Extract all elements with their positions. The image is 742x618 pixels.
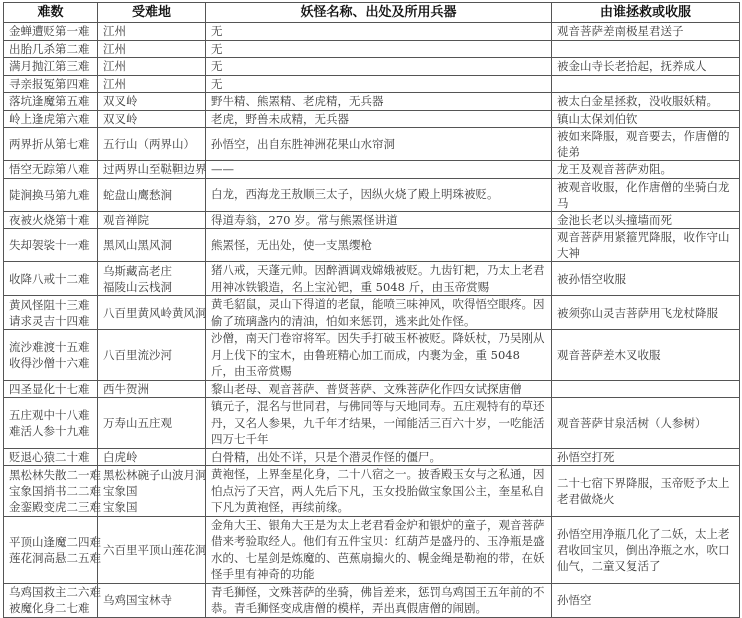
rescuer-cell	[552, 40, 740, 58]
place-name: 双叉岭	[103, 111, 138, 126]
header-place: 受难地	[98, 3, 206, 23]
place-cell	[98, 262, 206, 296]
difficulty-cell	[4, 93, 98, 111]
monster-cell: 黄袍怪，上界奎星化身，二十八宿之一。披香殿玉女与之私通，因怕点污了天宫，两人先后下凡，玉女投胎做宝象国公主，奎星私自下凡为黄袍怪，再续前缘。	[206, 466, 552, 517]
table-row	[4, 380, 740, 398]
monster-cell: 熊罴怪，无出处，使一支黑缨枪	[206, 229, 552, 262]
monster-cell: 金角大王、银角大王是为太上老君看金炉和银炉的童子，观音菩萨借来考验取经人。他们有五件宝贝：红葫芦是盛丹的、玉净瓶是盛水的、七星剑是炼魔的、芭蕉扇搧火的、幌金绳是勒袍的带，在妖怪手里有神奇的功能	[206, 516, 552, 583]
place-name: 双叉岭	[103, 94, 138, 109]
place-name: 白虎岭	[103, 449, 138, 464]
monster-cell: 无	[206, 58, 552, 76]
difficulty-name: 金蝉遭贬第一难	[9, 24, 90, 39]
place-name: 黑松林碗子山波月洞	[103, 467, 207, 482]
difficulty-cell	[4, 262, 98, 296]
table-row	[4, 466, 740, 517]
difficulty-name: 夜被火烧第十难	[9, 212, 90, 227]
difficulty-cell	[4, 23, 98, 41]
rescuer-cell: 孙悟空用净瓶几化了二妖，太上老君收回宝贝，倒出净瓶之水，吹口仙气，二童又复活了	[552, 516, 740, 583]
place-name: 宝象国	[103, 499, 138, 514]
rescuer-cell: 孙悟空打死	[552, 448, 740, 466]
rescuer-cell: 二十七宿下界降服，玉帝贬予太上老君做烧火	[552, 466, 740, 517]
rescuer-cell: 被须弥山灵吉菩萨用飞龙杖降服	[552, 296, 740, 330]
place-cell	[98, 211, 206, 229]
table-row	[4, 229, 740, 262]
difficulty-name: 黑松林失散二一难	[9, 467, 101, 482]
table-row	[4, 40, 740, 58]
difficulty-name: 满月抛江第三难	[9, 59, 90, 74]
difficulty-name: 难活人参十九难	[9, 423, 90, 438]
rescuer-cell: 被如来降服，观音要去，作唐僧的徒弟	[552, 128, 740, 161]
monster-cell: 镇元子，混名与世同君，与佛同等与天地同寿。五庄观特有的草还丹，又名人参果，九千年才结果，一闻能活三百六十岁，一吃能活四万七千年	[206, 398, 552, 449]
rescuer-cell: 被观音收服，化作唐僧的坐骑白龙马	[552, 178, 740, 211]
difficulty-name: 四圣显化十七难	[9, 381, 90, 396]
place-cell	[98, 229, 206, 262]
table-row	[4, 110, 740, 128]
place-name: 六百里平顶山莲花洞	[103, 542, 207, 557]
rescuer-cell: 观音菩萨甘泉活树（人参树）	[552, 398, 740, 449]
place-cell	[98, 128, 206, 161]
monster-cell: 黄毛貂鼠，灵山下得道的老鼠，能喷三味神风，吹得悟空眼疼。因偷了琉璃盏内的清油，怕如来惩罚，逃来此处作怪。	[206, 296, 552, 330]
monster-cell: 白骨精，出处不详，只是个潜灵作怪的僵尸。	[206, 448, 552, 466]
difficulty-name: 两界折从第七难	[9, 137, 90, 151]
difficulty-name: 陡涧换马第九难	[9, 187, 90, 202]
difficulty-cell	[4, 296, 98, 330]
place-name: 八百里流沙河	[103, 347, 172, 362]
place-cell	[98, 448, 206, 466]
difficulty-name: 五庄观中十八难	[9, 407, 90, 422]
difficulty-cell	[4, 128, 98, 161]
difficulty-name: 收降八戒十二难	[9, 271, 90, 286]
table-row	[4, 398, 740, 449]
table-row	[4, 516, 740, 583]
table-row	[4, 178, 740, 211]
header-difficulty: 难数	[4, 3, 98, 23]
rescuer-cell: 观音菩萨差南极星君送子	[552, 23, 740, 41]
monster-cell: 沙僧，南天门卷帘将军。因失手打破玉杯被贬。降妖杖，乃吴刚从月上伐下的宝木，由鲁班精心加工而成，内裹为金，重 5048 斤，由玉帝赏赐	[206, 330, 552, 381]
place-cell	[98, 23, 206, 41]
header-rescuer: 由谁拯救或收服	[552, 3, 740, 23]
place-name: 乌鸡国宝林寺	[103, 593, 172, 607]
difficulty-name: 莲花洞高悬二五难	[9, 550, 101, 565]
difficulty-cell	[4, 75, 98, 93]
rescuer-cell: 观音菩萨用紧箍咒降服，收作守山大神	[552, 229, 740, 262]
place-name: 江州	[103, 76, 126, 91]
difficulty-cell	[4, 330, 98, 381]
monster-cell: 青毛狮怪，文殊菩萨的坐骑，佛旨差来，惩罚乌鸡国王五年前的不恭。青毛狮怪变成唐僧的模样，弄出真假唐僧的闹剧。	[206, 583, 552, 617]
difficulty-cell	[4, 178, 98, 211]
difficulty-name: 失却袈裟十一难	[9, 238, 90, 252]
place-cell	[98, 380, 206, 398]
rescuer-cell: 被孙悟空收服	[552, 262, 740, 296]
difficulty-name: 悟空无踪第八难	[9, 162, 90, 177]
difficulty-name: 金銮殿变虎二三难	[9, 499, 101, 514]
monster-cell: 白龙，西海龙王敖顺三太子，因纵火烧了殿上明珠被贬。	[206, 178, 552, 211]
place-name: 过两界山至鞑靼边界	[103, 162, 207, 177]
place-cell	[98, 398, 206, 449]
difficulty-name: 被魔化身二七难	[9, 601, 90, 615]
difficulty-cell	[4, 583, 101, 617]
table-row	[4, 23, 740, 41]
place-cell	[98, 161, 206, 179]
place-cell	[98, 110, 206, 128]
difficulty-name: 乌鸡国救主二六难	[9, 585, 101, 599]
rescuer-cell	[552, 380, 740, 398]
rescuer-cell: 观音菩萨差木叉收服	[552, 330, 740, 381]
place-name: 江州	[103, 59, 126, 74]
place-cell	[98, 330, 206, 381]
table-row	[4, 161, 740, 179]
difficulty-cell	[4, 211, 98, 229]
place-name: 江州	[103, 41, 126, 56]
place-cell	[98, 296, 206, 330]
rescuer-cell: 金池长老以头撞墙而死	[552, 211, 740, 229]
place-cell	[98, 40, 206, 58]
difficulty-cell	[4, 466, 101, 517]
table-row	[4, 93, 740, 111]
place-name: 八百里黄风岭黄风洞	[103, 305, 207, 320]
table-row	[4, 262, 740, 296]
difficulty-name: 贬退心猿二十难	[9, 449, 90, 464]
difficulty-cell	[4, 380, 98, 398]
table-row	[4, 211, 740, 229]
difficulty-name: 黄风怪阻十三难	[9, 297, 90, 312]
rescuer-cell: 被金山寺长老拾起，抚养成人	[552, 58, 740, 76]
difficulty-cell	[4, 398, 98, 449]
monster-cell: 老虎，野兽未成精，无兵器	[206, 110, 552, 128]
place-name: 黑风山黑风洞	[103, 238, 172, 252]
place-name: 西牛贺洲	[103, 381, 149, 396]
difficulty-name: 请求灵吉十四难	[9, 313, 90, 328]
monster-cell: 野牛精、熊罴精、老虎精，无兵器	[206, 93, 552, 111]
place-name: 蛇盘山鹰愁涧	[103, 187, 172, 202]
difficulty-cell	[4, 448, 98, 466]
difficulty-name: 寻亲报冤第四难	[9, 76, 90, 91]
place-cell	[98, 93, 206, 111]
difficulty-cell	[4, 58, 98, 76]
table-row	[4, 583, 740, 617]
table-row	[4, 296, 740, 330]
difficulty-cell	[4, 110, 98, 128]
place-name: 乌斯藏高老庄	[103, 263, 172, 278]
place-name: 五行山（两界山）	[103, 137, 195, 151]
table-body	[4, 23, 740, 618]
place-name: 观音禅院	[103, 212, 149, 227]
rescuer-cell: 被太白金星拯救，没收服妖精。	[552, 93, 740, 111]
rescuer-cell: 孙悟空	[552, 583, 740, 617]
rescuer-cell: 镇山太保刘伯钦	[552, 110, 740, 128]
monster-cell: 无	[206, 40, 552, 58]
difficulty-name: 收得沙僧十六难	[9, 355, 90, 370]
monster-cell: 孙悟空，出自东胜神洲花果山水帘洞	[206, 128, 552, 161]
difficulty-cell	[4, 229, 98, 262]
eighty-one-difficulties-table	[3, 2, 740, 618]
place-cell	[98, 583, 206, 617]
monster-cell: 猪八戒，天蓬元帅。因醉酒调戏嫦娥被贬。九齿钉耙，乃太上老君用神冰铁锻造，名上宝沁钯，重 5048 斤，由玉帝赏赐	[206, 262, 552, 296]
difficulty-name: 平顶山逢魔二四难	[9, 534, 101, 549]
table-row	[4, 128, 740, 161]
difficulty-name: 落坑逢魔第五难	[9, 94, 90, 109]
table-header-row	[4, 3, 740, 23]
monster-cell: ——	[206, 161, 552, 179]
place-name: 江州	[103, 24, 126, 39]
monster-cell: 无	[206, 23, 552, 41]
table-row	[4, 58, 740, 76]
rescuer-cell	[552, 75, 740, 93]
table-row	[4, 330, 740, 381]
place-cell	[98, 75, 206, 93]
place-name: 万寿山五庄观	[103, 415, 172, 430]
monster-cell: 得道寿翁，270 岁。常与熊罴怪讲道	[206, 211, 552, 229]
place-cell	[98, 466, 206, 517]
difficulty-cell	[4, 161, 98, 179]
place-name: 宝象国	[103, 483, 138, 498]
difficulty-name: 流沙难渡十五难	[9, 339, 90, 354]
difficulty-cell	[4, 40, 98, 58]
monster-cell: 黎山老母、观音菩萨、普贤菩萨、文殊菩萨化作四女试探唐僧	[206, 380, 552, 398]
difficulty-name: 宝象国捎书二二难	[9, 483, 101, 498]
rescuer-cell: 龙王及观音菩萨劝阻。	[552, 161, 740, 179]
header-monster: 妖怪名称、出处及所用兵器	[206, 3, 552, 23]
place-cell	[98, 178, 206, 211]
difficulty-name: 岭上逢虎第六难	[9, 111, 90, 126]
monster-cell: 无	[206, 75, 552, 93]
place-name: 福陵山云栈洞	[103, 279, 172, 294]
table-row	[4, 75, 740, 93]
table-row	[4, 448, 740, 466]
place-cell	[98, 516, 206, 583]
difficulty-cell	[4, 516, 101, 583]
difficulty-name: 出胎几杀第二难	[9, 41, 90, 56]
place-cell	[98, 58, 206, 76]
